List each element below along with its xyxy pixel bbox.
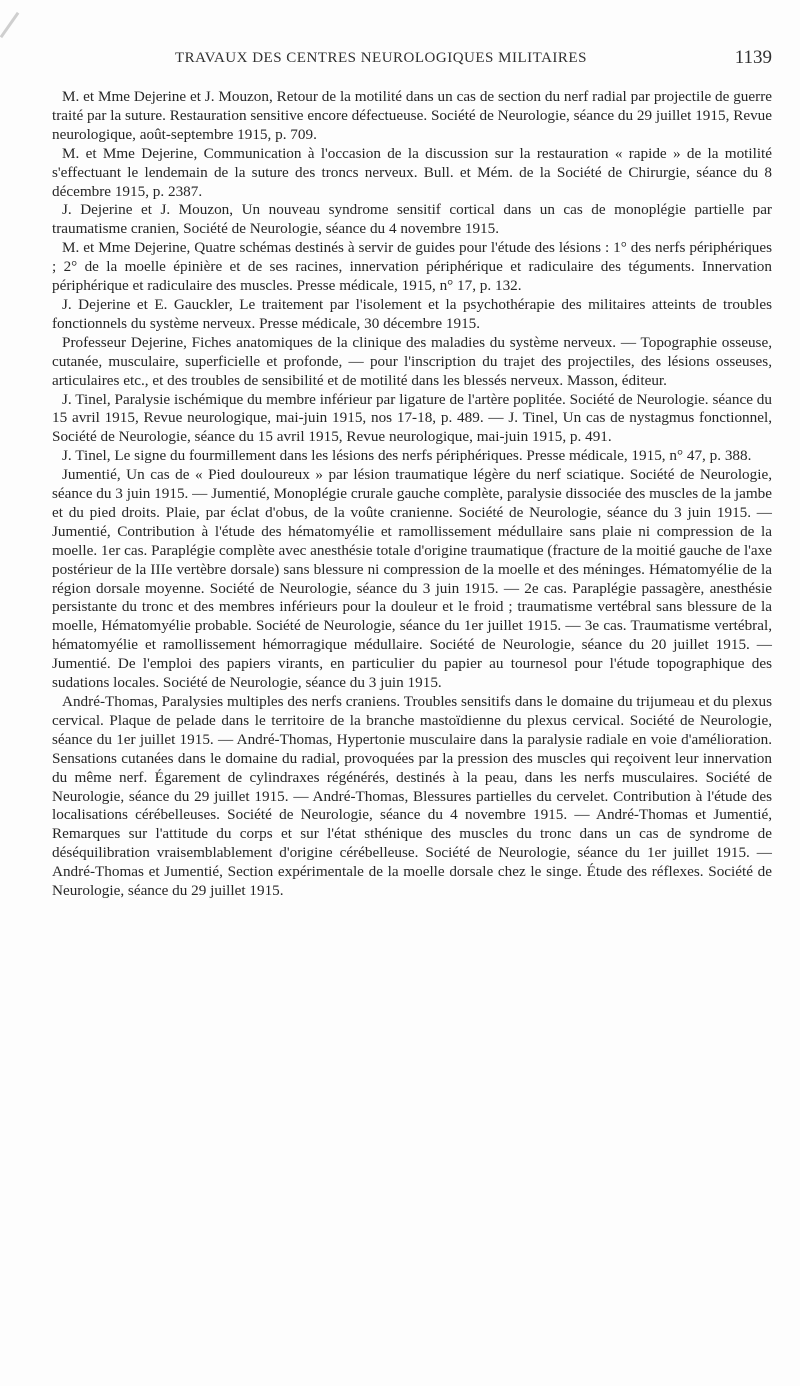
bibliography-entry: M. et Mme Dejerine et J. Mouzon, Retour de la motilité dans un cas de section du nerf radial par projectile de guerre traité par la suture. Restauration sensitive encore défectueuse. Société de Neurologie, séance du 29 juillet 1915, Revue neurologique, août-septembre 1915, p. 709. [52, 88, 772, 143]
bibliography-entry: J. Dejerine et E. Gauckler, Le traitement par l'isolement et la psychothérapie des militaires atteints de troubles fonctionnels du système nerveux. Presse médicale, 30 décembre 1915. [52, 295, 772, 332]
page-number: 1139 [734, 47, 772, 68]
bibliography-entry: André-Thomas, Paralysies multiples des nerfs craniens. Troubles sensitifs dans le domaine du trijumeau et du plexus cervical. Plaque de pelade dans le territoire de la branche mastoïdienne du plexus cervical. Société de Neurologie, séance du 1er juillet 1915. — André-Thomas, Hypertonie musculaire dans la paralysie radiale en voie d'amélioration. Sensations cutanées dans le domaine du radial, provoquées par la pression des muscles qui reçoivent leur innervation du même nerf. Égarement de cylindraxes régénérés, destinés à la peau, dans les nerfs musculaires. Société de Neurologie, séance du 29 juillet 1915. — André-Thomas, Blessures partielles du cervelet. Contribution à l'étude des localisations cérébelleuses. Société de Neurologie, séance du 4 novembre 1915. — André-Thomas et Jumentié, Remarques sur l'attitude du corps et sur l'état sthénique des muscles du tronc dans un cas de syndrome de déséquilibration vraisemblablement d'origine cérébelleuse. Société de Neurologie, séance du 1er juillet 1915. — André-Thomas et Jumentié, Section expérimentale de la moelle dorsale chez le singe. Étude des réflexes. Société de Neurologie, séance du 29 juillet 1915. [52, 693, 772, 900]
bibliography-entry: J. Dejerine et J. Mouzon, Un nouveau syndrome sensitif cortical dans un cas de monoplégie partielle par traumatisme cranien, Société de Neurologie, séance du 4 novembre 1915. [52, 201, 772, 238]
bibliography-entry: J. Tinel, Paralysie ischémique du membre inférieur par ligature de l'artère poplitée. Société de Neurologie. séance du 15 avril 1915, Revue neurologique, mai-juin 1915, nos 17-18, p. 489. — J. Tinel, Un cas de nystagmus fonctionnel, Société de Neurologie, séance du 15 avril 1915, Revue neurologique, mai-juin 1915, p. 491. [52, 390, 772, 446]
page-corner-mark [0, 12, 19, 38]
bibliography-entry: Professeur Dejerine, Fiches anatomiques de la clinique des maladies du système nerveux. — Topographie osseuse, cutanée, musculaire, superficielle et profonde, — pour l'inscription du trajet des projectiles, des lésions osseuses, articulaires etc., et des troubles de sensibilité et de motilité dans les blessés nerveux. Masson, éditeur. [52, 333, 772, 389]
bibliography-entry: M. et Mme Dejerine, Quatre schémas destinés à servir de guides pour l'étude des lésions : 1° des nerfs périphériques ; 2° de la moelle épinière et de ses racines, innervation périphérique et radiculaire des téguments. Innervation périphérique et radiculaire des muscles. Presse médicale, 1915, n° 17, p. 132. [52, 239, 772, 295]
bibliography-entry: J. Tinel, Le signe du fourmillement dans les lésions des nerfs périphériques. Presse médicale, 1915, n° 47, p. 388. [62, 447, 752, 465]
page-header [45, 42, 775, 72]
bibliography-entry: M. et Mme Dejerine, Communication à l'occasion de la discussion sur la restauration « rapide » de la motilité s'effectuant le lendemain de la suture des troncs nerveux. Bull. et Mém. de la Société de Chirurgie, séance du 8 décembre 1915, p. 2387. [52, 144, 772, 200]
running-title: TRAVAUX DES CENTRES NEUROLOGIQUES MILITAIRES [175, 50, 587, 66]
bibliography-entry: Jumentié, Un cas de « Pied douloureux » par lésion traumatique légère du nerf sciatique. Société de Neurologie, séance du 3 juin 1915. — Jumentié, Monoplégie crurale gauche complète, paralysie dissociée des muscles de la jambe et du pied droits. Plaie, par éclat d'obus, de la voûte cranienne. Société de Neurologie, séance du 3 juin 1915. — Jumentié, Contribution à l'étude des hématomyélie et ramollissement médullaire sans plaie ni compression de la moelle. 1er cas. Paraplégie complète avec anesthésie totale d'origine traumatique (fracture de la moitié gauche de l'axe postérieur de la IIIe vertèbre dorsale) sans blessure ni compression de la moelle et des méninges. Hématomyélie de la région dorsale moyenne. Société de Neurologie, séance du 3 juin 1915. — 2e cas. Paraplégie passagère, anesthésie persistante du tronc et des membres inférieurs pour la douleur et le froid ; traumatisme vertébral sans blessure de la moelle, Hématomyélie probable. Société de Neurologie, séance du 1er juillet 1915. — 3e cas. Traumatisme vertébral, hématomyélie et ramollissement hémorragique médullaire. Société de Neurologie, séance du 20 juillet 1915. — Jumentié. De l'emploi des papiers virants, en particulier du papier au tournesol pour l'étude topographique des sudations locales. Société de Neurologie, séance du 3 juin 1915. [52, 466, 772, 692]
bibliography-list [52, 88, 772, 901]
